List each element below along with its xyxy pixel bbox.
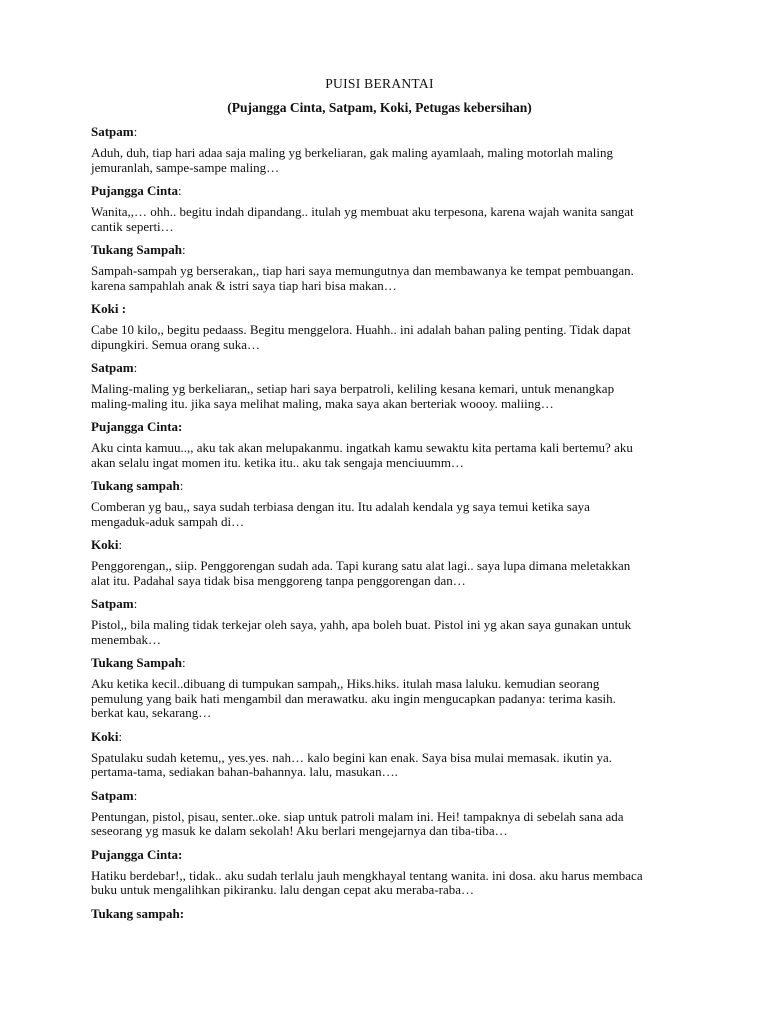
verse-line: Cabe 10 kilo,, begitu pedaass. Begitu menggelora. Huahh.. ini adalah bahan paling penting. Tidak dapat <box>91 322 631 337</box>
speaker-name: Koki : <box>91 301 127 316</box>
document-subtitle: (Pujangga Cinta, Satpam, Koki, Petugas kebersihan) <box>227 100 532 115</box>
poem-entry <box>91 124 668 175</box>
verse-line: karena sampahlah anak & istri saya tiap hari bisa makan… <box>91 277 397 293</box>
speaker-name: Satpam <box>91 787 134 803</box>
verse-line: Aku ketika kecil..dibuang di tumpukan sampah,, Hiks.hiks. itulah masa laluku. kemudian seorang <box>91 676 600 691</box>
verse-line: Aku cinta kamuu..,, aku tak akan melupakanmu. ingatkah kamu sewaktu kita pertama kali bertemu? aku <box>91 440 633 455</box>
poem-entry <box>91 183 668 234</box>
speaker-name: Tukang sampah: <box>91 905 185 921</box>
speaker-name: Tukang sampah <box>91 478 180 493</box>
speaker-label <box>91 242 668 258</box>
speaker-colon: : <box>133 360 138 375</box>
speaker-name: Tukang Sampah <box>91 242 182 257</box>
speaker-colon: : <box>118 728 123 744</box>
poem-entry <box>91 537 668 588</box>
poem-entry <box>91 478 668 529</box>
poem-entry <box>91 242 668 293</box>
poem-entry <box>91 419 668 470</box>
speaker-colon: : <box>179 478 184 493</box>
speaker-name: Satpam <box>91 596 134 611</box>
speaker-name: Koki <box>91 728 119 744</box>
speaker-name: Tukang Sampah <box>91 655 182 670</box>
document-title: PUISI BERANTAI <box>325 76 434 91</box>
speaker-label <box>91 655 668 671</box>
speaker-name: Satpam <box>91 360 134 375</box>
speaker-label <box>91 847 668 863</box>
verse-line: Aduh, duh, tiap hari adaa saja maling yg berkeliaran, gak maling ayamlaah, maling motorlah maling <box>91 145 614 160</box>
verse-line: dipungkiri. Semua orang suka… <box>91 336 260 352</box>
verse-line: Hatiku berdebar!,, tidak.. aku sudah terlalu jauh mengkhayal tentang wanita. ini dosa. aku harus membaca <box>91 867 643 883</box>
poem-entry <box>91 847 668 898</box>
poem-entry <box>91 655 668 721</box>
poem-entry <box>91 301 668 352</box>
verse-line: buku untuk mengalihkan pikiranku. lalu dengan cepat aku meraba-raba… <box>91 882 475 897</box>
poem-entry <box>91 729 668 780</box>
poem-entry <box>91 360 668 411</box>
speaker-label <box>91 478 668 494</box>
verse-line: Penggorengan,, siip. Penggorengan sudah ada. Tapi kurang satu alat lagi.. saya lupa dimana meletakkan <box>91 558 631 573</box>
verse-line: alat itu. Padahal saya tidak bisa menggoreng tanpa penggorengan dan… <box>91 572 466 588</box>
poem-entry <box>91 788 668 839</box>
speaker-label <box>91 788 668 804</box>
verse-line: jemuranlah, sampe-sampe maling… <box>91 159 280 175</box>
speaker-label <box>91 537 668 553</box>
verse-line: Maling-maling yg berkeliaran,, setiap hari saya berpatroli, keliling kesana kemari, untuk menangkap <box>91 381 615 396</box>
verse-line: Pentungan, pistol, pisau, senter..oke. siap untuk patroli malam ini. Hei! tampaknya di sebelah sana ada <box>91 808 624 824</box>
speaker-colon: : <box>118 537 123 552</box>
speaker-colon: : <box>181 655 186 670</box>
speaker-label <box>91 596 668 612</box>
verse-line: Comberan yg bau,, saya sudah terbiasa dengan itu. Itu adalah kendala yg saya temui ketika saya <box>91 499 590 514</box>
speaker-name: Satpam <box>91 124 134 139</box>
speaker-label <box>91 729 668 745</box>
poem-entry <box>91 596 668 647</box>
verse-line: mengaduk-aduk sampah di… <box>91 513 245 529</box>
verse-line: pemulung yang baik hati mengambil dan merawatku. aku ingin mengucapkan padanya: terima kasih. <box>91 690 616 706</box>
verse-line: akan selalu ingat momen itu. ketika itu.. aku tak sengaja menciuumm… <box>91 454 464 470</box>
verse-line: menembak… <box>91 631 162 647</box>
verse-line: seseorang yg masuk ke dalam sekolah! Aku berlari mengejarnya dan tiba-tiba… <box>91 823 508 838</box>
poem-entries <box>91 124 668 922</box>
verse-line: pertama-tama, sediakan bahan-bahannya. lalu, masukan…. <box>91 764 398 779</box>
verse-line: berkat kau, sekarang… <box>91 705 212 720</box>
speaker-name: Koki <box>91 537 119 552</box>
speaker-label <box>91 183 668 199</box>
speaker-colon: : <box>181 242 186 257</box>
speaker-label <box>91 906 668 922</box>
speaker-label <box>91 301 668 317</box>
speaker-label <box>91 124 668 140</box>
speaker-colon: : <box>133 787 138 803</box>
verse-line: maling-maling itu. jika saya melihat maling, maka saya akan berteriak woooy. maliing… <box>91 395 554 411</box>
speaker-name: Pujangga Cinta <box>91 183 179 198</box>
verse-line: Sampah-sampah yg berserakan,, tiap hari saya memungutnya dan membawanya ke tempat pembuangan. <box>91 263 634 278</box>
verse-line: Pistol,, bila maling tidak terkejar oleh saya, yahh, apa boleh buat. Pistol ini yg akan saya gunakan untuk <box>91 617 632 632</box>
verse-line: Spatulaku sudah ketemu,, yes.yes. nah… kalo begini kan enak. Saya bisa mulai memasak. ikutin ya. <box>91 749 612 765</box>
speaker-colon: : <box>133 124 138 139</box>
verse-line: Wanita,,… ohh.. begitu indah dipandang.. itulah yg membuat aku terpesona, karena wajah wanita sangat <box>91 204 634 219</box>
speaker-colon: : <box>133 596 138 611</box>
speaker-label <box>91 360 668 376</box>
speaker-label <box>91 419 668 435</box>
speaker-colon: : <box>178 183 182 198</box>
speaker-name: Pujangga Cinta: <box>91 846 183 862</box>
verse-line: cantik seperti… <box>91 218 174 234</box>
speaker-name: Pujangga Cinta: <box>91 419 183 434</box>
poem-entry <box>91 906 668 922</box>
